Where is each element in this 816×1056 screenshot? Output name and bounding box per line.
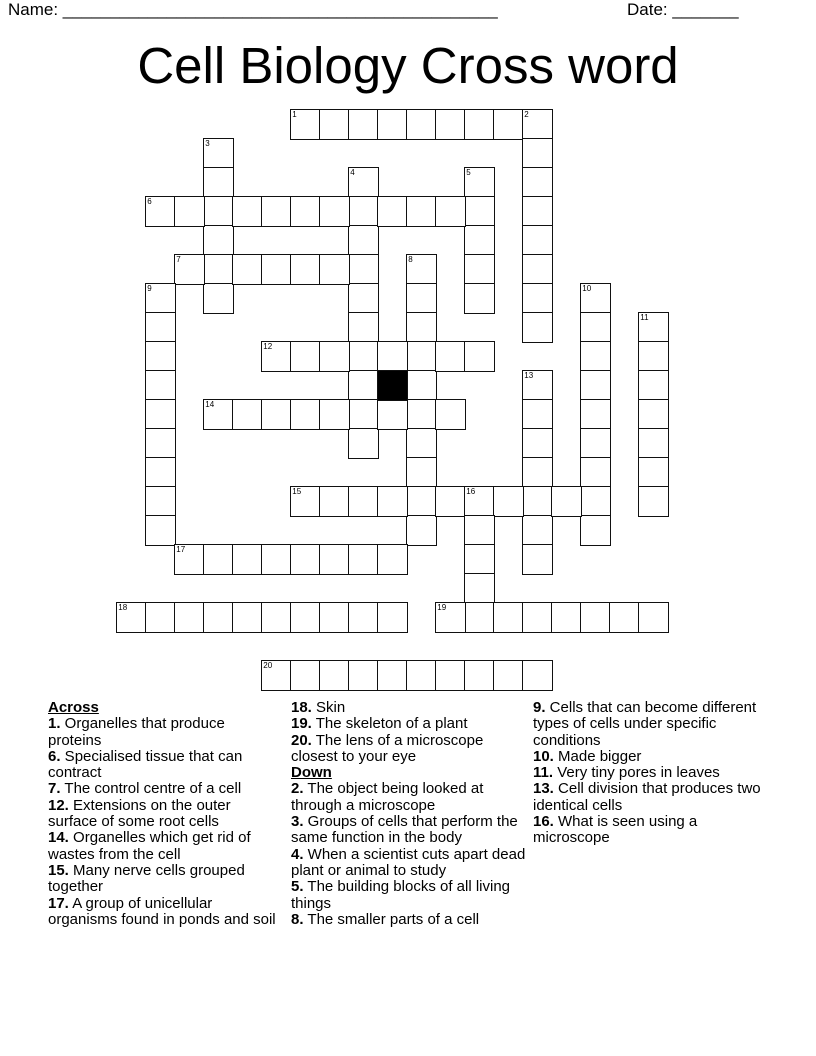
clue-text: The control centre of a cell — [60, 780, 242, 798]
grid-cell[interactable] — [319, 660, 350, 691]
clue-item — [291, 814, 529, 847]
clue-number: 17 — [176, 545, 186, 555]
grid-cell[interactable] — [406, 399, 437, 430]
grid-cell[interactable] — [348, 660, 379, 691]
grid-cell[interactable] — [232, 254, 263, 285]
grid-cell[interactable] — [406, 457, 437, 488]
clue-number: 9. — [533, 699, 546, 716]
clue-number: 5 — [466, 168, 471, 178]
grid-cell[interactable] — [377, 196, 408, 227]
grid-cell[interactable] — [406, 486, 437, 517]
grid-cell[interactable] — [580, 341, 611, 372]
grid-cell[interactable] — [580, 428, 611, 459]
grid-cell[interactable] — [145, 399, 176, 430]
clue-number: 18. — [291, 699, 312, 716]
grid-cell[interactable] — [464, 254, 495, 285]
grid-cell[interactable] — [464, 660, 495, 691]
black-cell — [377, 370, 408, 401]
clue-item — [533, 814, 773, 847]
grid-cell[interactable] — [522, 602, 553, 633]
clue-item — [291, 716, 529, 732]
grid-cell[interactable] — [145, 370, 176, 401]
clue-number: 7. — [48, 780, 61, 798]
grid-cell[interactable] — [638, 399, 669, 430]
name-field[interactable]: Name: ______________________________________________ — [8, 0, 498, 19]
grid-cell[interactable] — [522, 486, 553, 517]
grid-cell[interactable] — [406, 196, 437, 227]
clue-item — [48, 830, 278, 863]
grid-cell[interactable] — [522, 399, 553, 430]
clue-number: 15. — [48, 861, 69, 879]
grid-cell[interactable] — [290, 196, 321, 227]
grid-cell[interactable] — [174, 254, 205, 285]
clue-number: 8 — [408, 255, 413, 265]
clue-number: 13. — [533, 780, 554, 798]
grid-cell[interactable] — [406, 428, 437, 459]
grid-cell[interactable] — [203, 399, 234, 430]
grid-cell[interactable] — [319, 196, 350, 227]
grid-cell[interactable] — [406, 515, 437, 546]
grid-cell[interactable] — [638, 312, 669, 343]
clue-text: Specialised tissue that can contract — [48, 747, 243, 782]
clue-number: 19 — [437, 603, 447, 613]
clue-number: 18 — [118, 603, 128, 613]
clue-number: 17. — [48, 894, 69, 912]
grid-cell[interactable] — [522, 428, 553, 459]
grid-cell[interactable] — [638, 370, 669, 401]
clue-number: 8. — [291, 910, 304, 928]
grid-cell[interactable] — [493, 660, 524, 691]
grid-cell[interactable] — [464, 486, 495, 517]
grid-cell[interactable] — [203, 544, 234, 575]
grid-cell[interactable] — [522, 370, 553, 401]
grid-cell[interactable] — [145, 457, 176, 488]
clue-text: The skeleton of a plant — [311, 715, 468, 733]
grid-cell[interactable] — [493, 109, 524, 140]
grid-cell[interactable] — [522, 254, 553, 285]
clue-number: 2. — [291, 780, 304, 798]
grid-cell[interactable] — [348, 254, 379, 285]
grid-cell[interactable] — [261, 399, 292, 430]
grid-cell[interactable] — [145, 486, 176, 517]
grid-cell[interactable] — [435, 602, 466, 633]
grid-cell[interactable] — [638, 428, 669, 459]
grid-cell[interactable] — [145, 312, 176, 343]
grid-cell[interactable] — [522, 109, 553, 140]
grid-cell[interactable] — [522, 312, 553, 343]
clue-number: 5. — [291, 878, 304, 896]
clue-item — [48, 781, 278, 797]
clue-item — [48, 896, 278, 929]
grid-cell[interactable] — [290, 486, 321, 517]
grid-cell[interactable] — [319, 486, 350, 517]
page-title: Cell Biology Cross word — [137, 37, 679, 94]
clue-item — [291, 879, 529, 912]
grid-cell[interactable] — [406, 254, 437, 285]
grid-cell[interactable] — [580, 457, 611, 488]
clue-item — [291, 781, 529, 814]
grid-cell[interactable] — [493, 602, 524, 633]
grid-cell[interactable] — [464, 341, 495, 372]
grid-cell[interactable] — [435, 196, 466, 227]
clue-number: 20 — [263, 661, 273, 671]
grid-cell[interactable] — [522, 544, 553, 575]
clue-number: 4. — [291, 845, 304, 863]
clue-text: Many nerve cells grouped together — [48, 861, 245, 896]
clue-number: 1. — [48, 715, 61, 733]
clue-text: Cell division that produces two identical cells — [533, 780, 761, 814]
clue-text: The object being looked at through a microscope — [291, 780, 484, 814]
clue-text: What is seen using a microscope — [533, 813, 698, 847]
grid-cell[interactable] — [348, 312, 379, 343]
clue-item — [48, 798, 278, 831]
grid-cell[interactable] — [522, 283, 553, 314]
grid-cell[interactable] — [145, 515, 176, 546]
clue-column-2 — [291, 700, 529, 928]
grid-cell[interactable] — [348, 370, 379, 401]
clue-number: 20. — [291, 731, 312, 749]
clue-heading-down: Down — [291, 764, 332, 782]
grid-cell[interactable] — [348, 486, 379, 517]
grid-cell[interactable] — [580, 312, 611, 343]
grid-cell[interactable] — [290, 254, 321, 285]
grid-cell[interactable] — [464, 602, 495, 633]
grid-cell[interactable] — [348, 544, 379, 575]
grid-cell[interactable] — [522, 138, 553, 169]
clue-number: 3 — [205, 139, 210, 149]
crossword-grid — [117, 110, 677, 700]
clue-number: 2 — [524, 110, 529, 120]
grid-cell[interactable] — [580, 602, 611, 633]
clue-text: Groups of cells that perform the same function in the body — [291, 813, 518, 847]
clue-number: 13 — [524, 371, 534, 381]
grid-cell[interactable] — [522, 515, 553, 546]
clue-number: 11 — [640, 313, 649, 323]
clue-text: A group of unicellular organisms found in ponds and soil — [48, 894, 276, 928]
grid-cell[interactable] — [464, 225, 495, 256]
grid-cell[interactable] — [348, 602, 379, 633]
grid-cell[interactable] — [609, 602, 640, 633]
grid-cell[interactable] — [319, 341, 350, 372]
grid-cell[interactable] — [435, 109, 466, 140]
grid-cell[interactable] — [348, 341, 379, 372]
date-field[interactable]: Date: _______ — [627, 0, 739, 19]
grid-cell[interactable] — [290, 602, 321, 633]
grid-cell[interactable] — [290, 544, 321, 575]
clue-heading-across: Across — [48, 699, 99, 716]
grid-cell[interactable] — [406, 312, 437, 343]
grid-cell[interactable] — [145, 196, 176, 227]
clue-number: 1 — [292, 110, 297, 120]
grid-cell[interactable] — [522, 167, 553, 198]
clue-text: Made bigger — [553, 747, 642, 765]
grid-cell[interactable] — [232, 399, 263, 430]
grid-cell[interactable] — [435, 660, 466, 691]
grid-cell[interactable] — [261, 196, 292, 227]
grid-cell[interactable] — [580, 486, 611, 517]
grid-cell[interactable] — [435, 341, 466, 372]
grid-cell[interactable] — [203, 196, 234, 227]
grid-cell[interactable] — [464, 515, 495, 546]
grid-cell[interactable] — [348, 283, 379, 314]
clue-number: 7 — [176, 255, 181, 265]
grid-cell[interactable] — [203, 167, 234, 198]
clue-number: 9 — [147, 284, 152, 294]
clue-number: 12 — [263, 342, 273, 352]
clue-item — [291, 700, 529, 716]
grid-cell[interactable] — [203, 283, 234, 314]
grid-cell[interactable] — [406, 370, 437, 401]
grid-cell[interactable] — [261, 254, 292, 285]
grid-cell[interactable] — [348, 196, 379, 227]
clue-text: Cells that can become different types of cells under specific conditions — [533, 699, 757, 749]
grid-cell[interactable] — [348, 109, 379, 140]
clue-item — [533, 781, 773, 814]
grid-cell[interactable] — [232, 544, 263, 575]
grid-cell[interactable] — [145, 428, 176, 459]
grid-cell[interactable] — [464, 167, 495, 198]
clue-item — [291, 847, 529, 880]
grid-cell[interactable] — [406, 109, 437, 140]
clue-item — [533, 765, 773, 781]
grid-cell[interactable] — [464, 573, 495, 604]
clue-number: 14. — [48, 829, 69, 847]
grid-cell[interactable] — [348, 428, 379, 459]
grid-cell[interactable] — [290, 109, 321, 140]
grid-cell[interactable] — [348, 167, 379, 198]
grid-cell[interactable] — [232, 602, 263, 633]
clue-item — [48, 716, 278, 749]
grid-cell[interactable] — [261, 602, 292, 633]
grid-cell[interactable] — [464, 283, 495, 314]
clue-text: Organelles which get rid of wastes from the cell — [48, 829, 251, 863]
clue-number: 19. — [291, 715, 312, 733]
clue-number: 15 — [292, 487, 302, 497]
clue-text: Extensions on the outer surface of some root cells — [48, 796, 231, 831]
clue-number: 10. — [533, 747, 554, 765]
clue-item — [291, 733, 529, 766]
grid-cell[interactable] — [290, 341, 321, 372]
grid-cell[interactable] — [638, 341, 669, 372]
grid-cell[interactable] — [464, 544, 495, 575]
grid-cell[interactable] — [319, 602, 350, 633]
clue-item — [48, 749, 278, 782]
clue-number: 6 — [147, 197, 152, 207]
grid-cell[interactable] — [580, 515, 611, 546]
clue-item — [291, 912, 529, 928]
grid-cell[interactable] — [377, 109, 408, 140]
grid-cell[interactable] — [580, 370, 611, 401]
grid-cell[interactable] — [377, 341, 408, 372]
grid-cell[interactable] — [406, 341, 437, 372]
grid-cell[interactable] — [116, 602, 147, 633]
clue-item — [533, 749, 773, 765]
clue-text: The lens of a microscope closest to your eye — [291, 731, 484, 765]
grid-cell[interactable] — [522, 225, 553, 256]
clue-number: 11. — [533, 764, 554, 782]
grid-cell[interactable] — [174, 544, 205, 575]
grid-cell[interactable] — [580, 283, 611, 314]
grid-cell[interactable] — [638, 602, 669, 633]
grid-cell[interactable] — [435, 486, 466, 517]
clue-text: Skin — [311, 699, 346, 716]
grid-cell[interactable] — [290, 660, 321, 691]
grid-cell[interactable] — [145, 283, 176, 314]
clue-number: 16. — [533, 813, 554, 831]
clue-number: 3. — [291, 813, 304, 831]
grid-cell[interactable] — [145, 602, 176, 633]
grid-cell[interactable] — [261, 341, 292, 372]
clue-column-3 — [533, 700, 773, 847]
clue-item — [48, 863, 278, 896]
grid-cell[interactable] — [377, 399, 408, 430]
clue-number: 4 — [350, 168, 355, 178]
clue-item — [533, 700, 773, 749]
grid-cell[interactable] — [203, 254, 234, 285]
grid-cell[interactable] — [522, 196, 553, 227]
clue-text: Organelles that produce proteins — [48, 715, 225, 749]
grid-cell[interactable] — [174, 196, 205, 227]
grid-cell[interactable] — [435, 399, 466, 430]
grid-cell[interactable] — [203, 602, 234, 633]
clue-number: 12. — [48, 796, 69, 814]
grid-cell[interactable] — [348, 399, 379, 430]
grid-cell[interactable] — [261, 544, 292, 575]
grid-cell[interactable] — [232, 196, 263, 227]
clue-number: 6. — [48, 747, 61, 765]
grid-cell[interactable] — [377, 544, 408, 575]
grid-cell[interactable] — [203, 138, 234, 169]
grid-cell[interactable] — [551, 486, 582, 517]
grid-cell[interactable] — [464, 109, 495, 140]
grid-cell[interactable] — [551, 602, 582, 633]
grid-cell[interactable] — [464, 196, 495, 227]
clue-text: When a scientist cuts apart dead plant or animal to study — [291, 845, 526, 879]
grid-cell[interactable] — [638, 457, 669, 488]
grid-cell[interactable] — [522, 457, 553, 488]
clue-column-1 — [48, 700, 278, 928]
grid-cell[interactable] — [290, 399, 321, 430]
grid-cell[interactable] — [319, 254, 350, 285]
grid-cell[interactable] — [319, 544, 350, 575]
grid-cell[interactable] — [145, 341, 176, 372]
grid-cell[interactable] — [319, 399, 350, 430]
clue-number: 14 — [205, 400, 215, 410]
grid-cell[interactable] — [261, 660, 292, 691]
grid-cell[interactable] — [174, 602, 205, 633]
clue-text: Very tiny pores in leaves — [553, 764, 720, 782]
clue-text: The building blocks of all living things — [291, 878, 511, 912]
grid-cell[interactable] — [348, 225, 379, 256]
grid-cell[interactable] — [377, 660, 408, 691]
grid-cell[interactable] — [580, 399, 611, 430]
clue-number: 10 — [582, 284, 592, 294]
grid-cell[interactable] — [203, 225, 234, 256]
grid-cell[interactable] — [522, 660, 553, 691]
grid-cell[interactable] — [638, 486, 669, 517]
grid-cell[interactable] — [493, 486, 524, 517]
grid-cell[interactable] — [406, 283, 437, 314]
grid-cell[interactable] — [377, 486, 408, 517]
grid-cell[interactable] — [377, 602, 408, 633]
clue-text: The smaller parts of a cell — [303, 910, 480, 928]
grid-cell[interactable] — [406, 660, 437, 691]
clue-number: 16 — [466, 487, 476, 497]
grid-cell[interactable] — [319, 109, 350, 140]
